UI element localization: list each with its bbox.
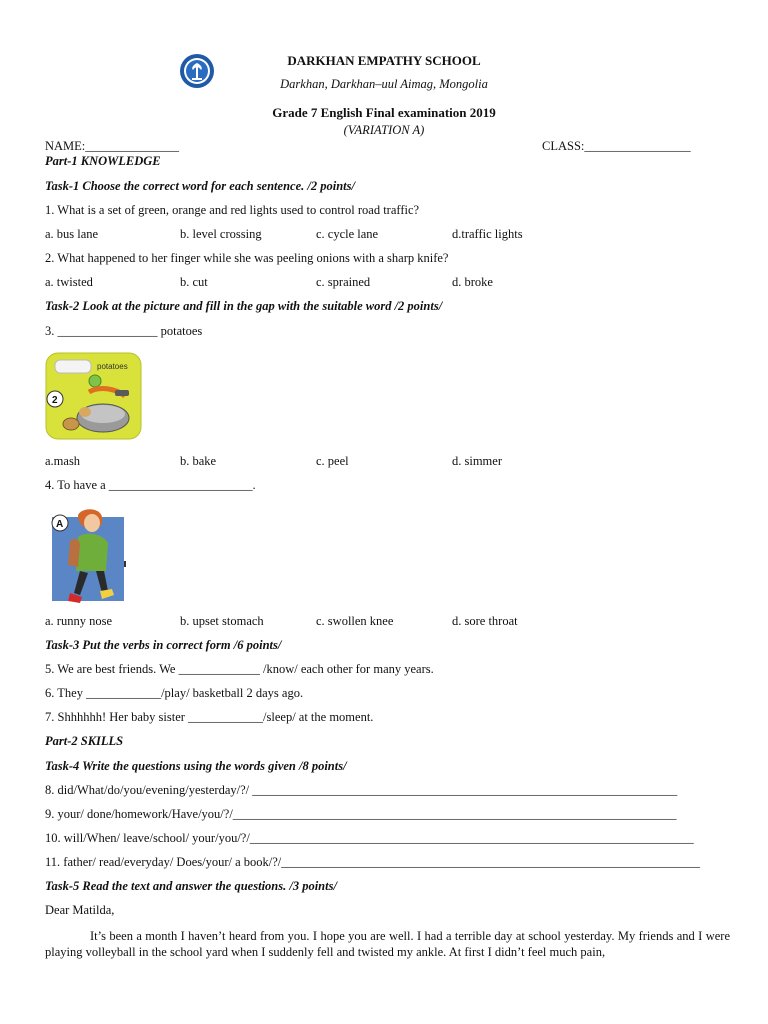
potatoes-picture [45, 352, 142, 440]
question-6[interactable]: 6. They ____________/play/ basketball 2 days ago. [45, 686, 304, 700]
task5-heading: Task-5 Read the text and answer the questions. /3 points/ [45, 879, 337, 893]
q1-option-b[interactable]: b. level crossing [180, 227, 262, 241]
q3-option-d[interactable]: d. simmer [452, 454, 502, 468]
question-4: 4. To have a _______________________. [45, 478, 256, 492]
name-field[interactable]: NAME:_______________ [45, 139, 180, 153]
task1-heading: Task-1 Choose the correct word for each sentence. /2 points/ [45, 179, 355, 193]
letter-salutation: Dear Matilda, [45, 903, 115, 917]
school-address: Darkhan, Darkhan–uul Aimag, Mongolia [280, 77, 488, 91]
q4-option-c[interactable]: c. swollen knee [316, 614, 394, 628]
question-3: 3. ________________ potatoes [45, 324, 203, 338]
part1-title: Part-1 KNOWLEDGE [45, 154, 161, 168]
question-8[interactable]: 8. did/What/do/you/evening/yesterday/?/ ____________________________________________________________________ [45, 783, 678, 797]
q2-option-b[interactable]: b. cut [180, 275, 208, 289]
question-7[interactable]: 7. Shhhhhh! Her baby sister ____________/sleep/ at the moment. [45, 710, 374, 724]
task4-heading: Task-4 Write the questions using the words given /8 points/ [45, 759, 347, 773]
question-11[interactable]: 11. father/ read/everyday/ Does/your/ a book/?/___________________________________________________________________ [45, 855, 701, 869]
q1-option-d[interactable]: d.traffic lights [452, 227, 523, 241]
question-5[interactable]: 5. We are best friends. We _____________ /know/ each other for many years. [45, 662, 434, 676]
task2-heading: Task-2 Look at the picture and fill in the gap with the suitable word /2 points/ [45, 299, 443, 313]
class-field[interactable]: CLASS:_________________ [542, 139, 691, 153]
step-number: 2 [52, 395, 58, 406]
q1-option-a[interactable]: a. bus lane [45, 227, 99, 241]
letter-paragraph: It’s been a month I haven’t heard from you. I hope you are well. I had a terrible day at school yesterday. My friends and I were playing volleyball in the school yard when I suddenly fell and twisted my ankle. At first I didn’t feel much pain, [45, 929, 730, 959]
exam-title: Grade 7 English Final examination 2019 [272, 105, 496, 120]
question-2: 2. What happened to her finger while she was peeling onions with a sharp knife? [45, 251, 449, 265]
question-9[interactable]: 9. your/ done/homework/Have/you/?/_______________________________________________________________________ [45, 807, 677, 821]
q4-option-a[interactable]: a. runny nose [45, 614, 112, 628]
q2-option-a[interactable]: a. twisted [45, 275, 93, 289]
question-10[interactable]: 10. will/When/ leave/school/ your/you/?/_______________________________________________________________________ [45, 831, 694, 845]
q4-option-d[interactable]: d. sore throat [452, 614, 518, 628]
q2-option-c[interactable]: c. sprained [316, 275, 371, 289]
q3-option-b[interactable]: b. bake [180, 454, 217, 468]
part2-title: Part-2 SKILLS [45, 734, 124, 748]
q2-option-d[interactable]: d. broke [452, 275, 493, 289]
picture-letter: A [56, 519, 64, 530]
school-name: DARKHAN EMPATHY SCHOOL [287, 53, 481, 68]
potatoes-label: potatoes [97, 362, 128, 371]
sore-throat-picture [50, 507, 128, 607]
variation-label: (VARIATION A) [343, 123, 425, 137]
q3-option-a[interactable]: a.mash [45, 454, 81, 468]
q1-option-c[interactable]: c. cycle lane [316, 227, 379, 241]
q3-option-c[interactable]: c. peel [316, 454, 349, 468]
task3-heading: Task-3 Put the verbs in correct form /6 points/ [45, 638, 282, 652]
q4-option-b[interactable]: b. upset stomach [180, 614, 264, 628]
question-1: 1. What is a set of green, orange and red lights used to control road traffic? [45, 203, 420, 217]
